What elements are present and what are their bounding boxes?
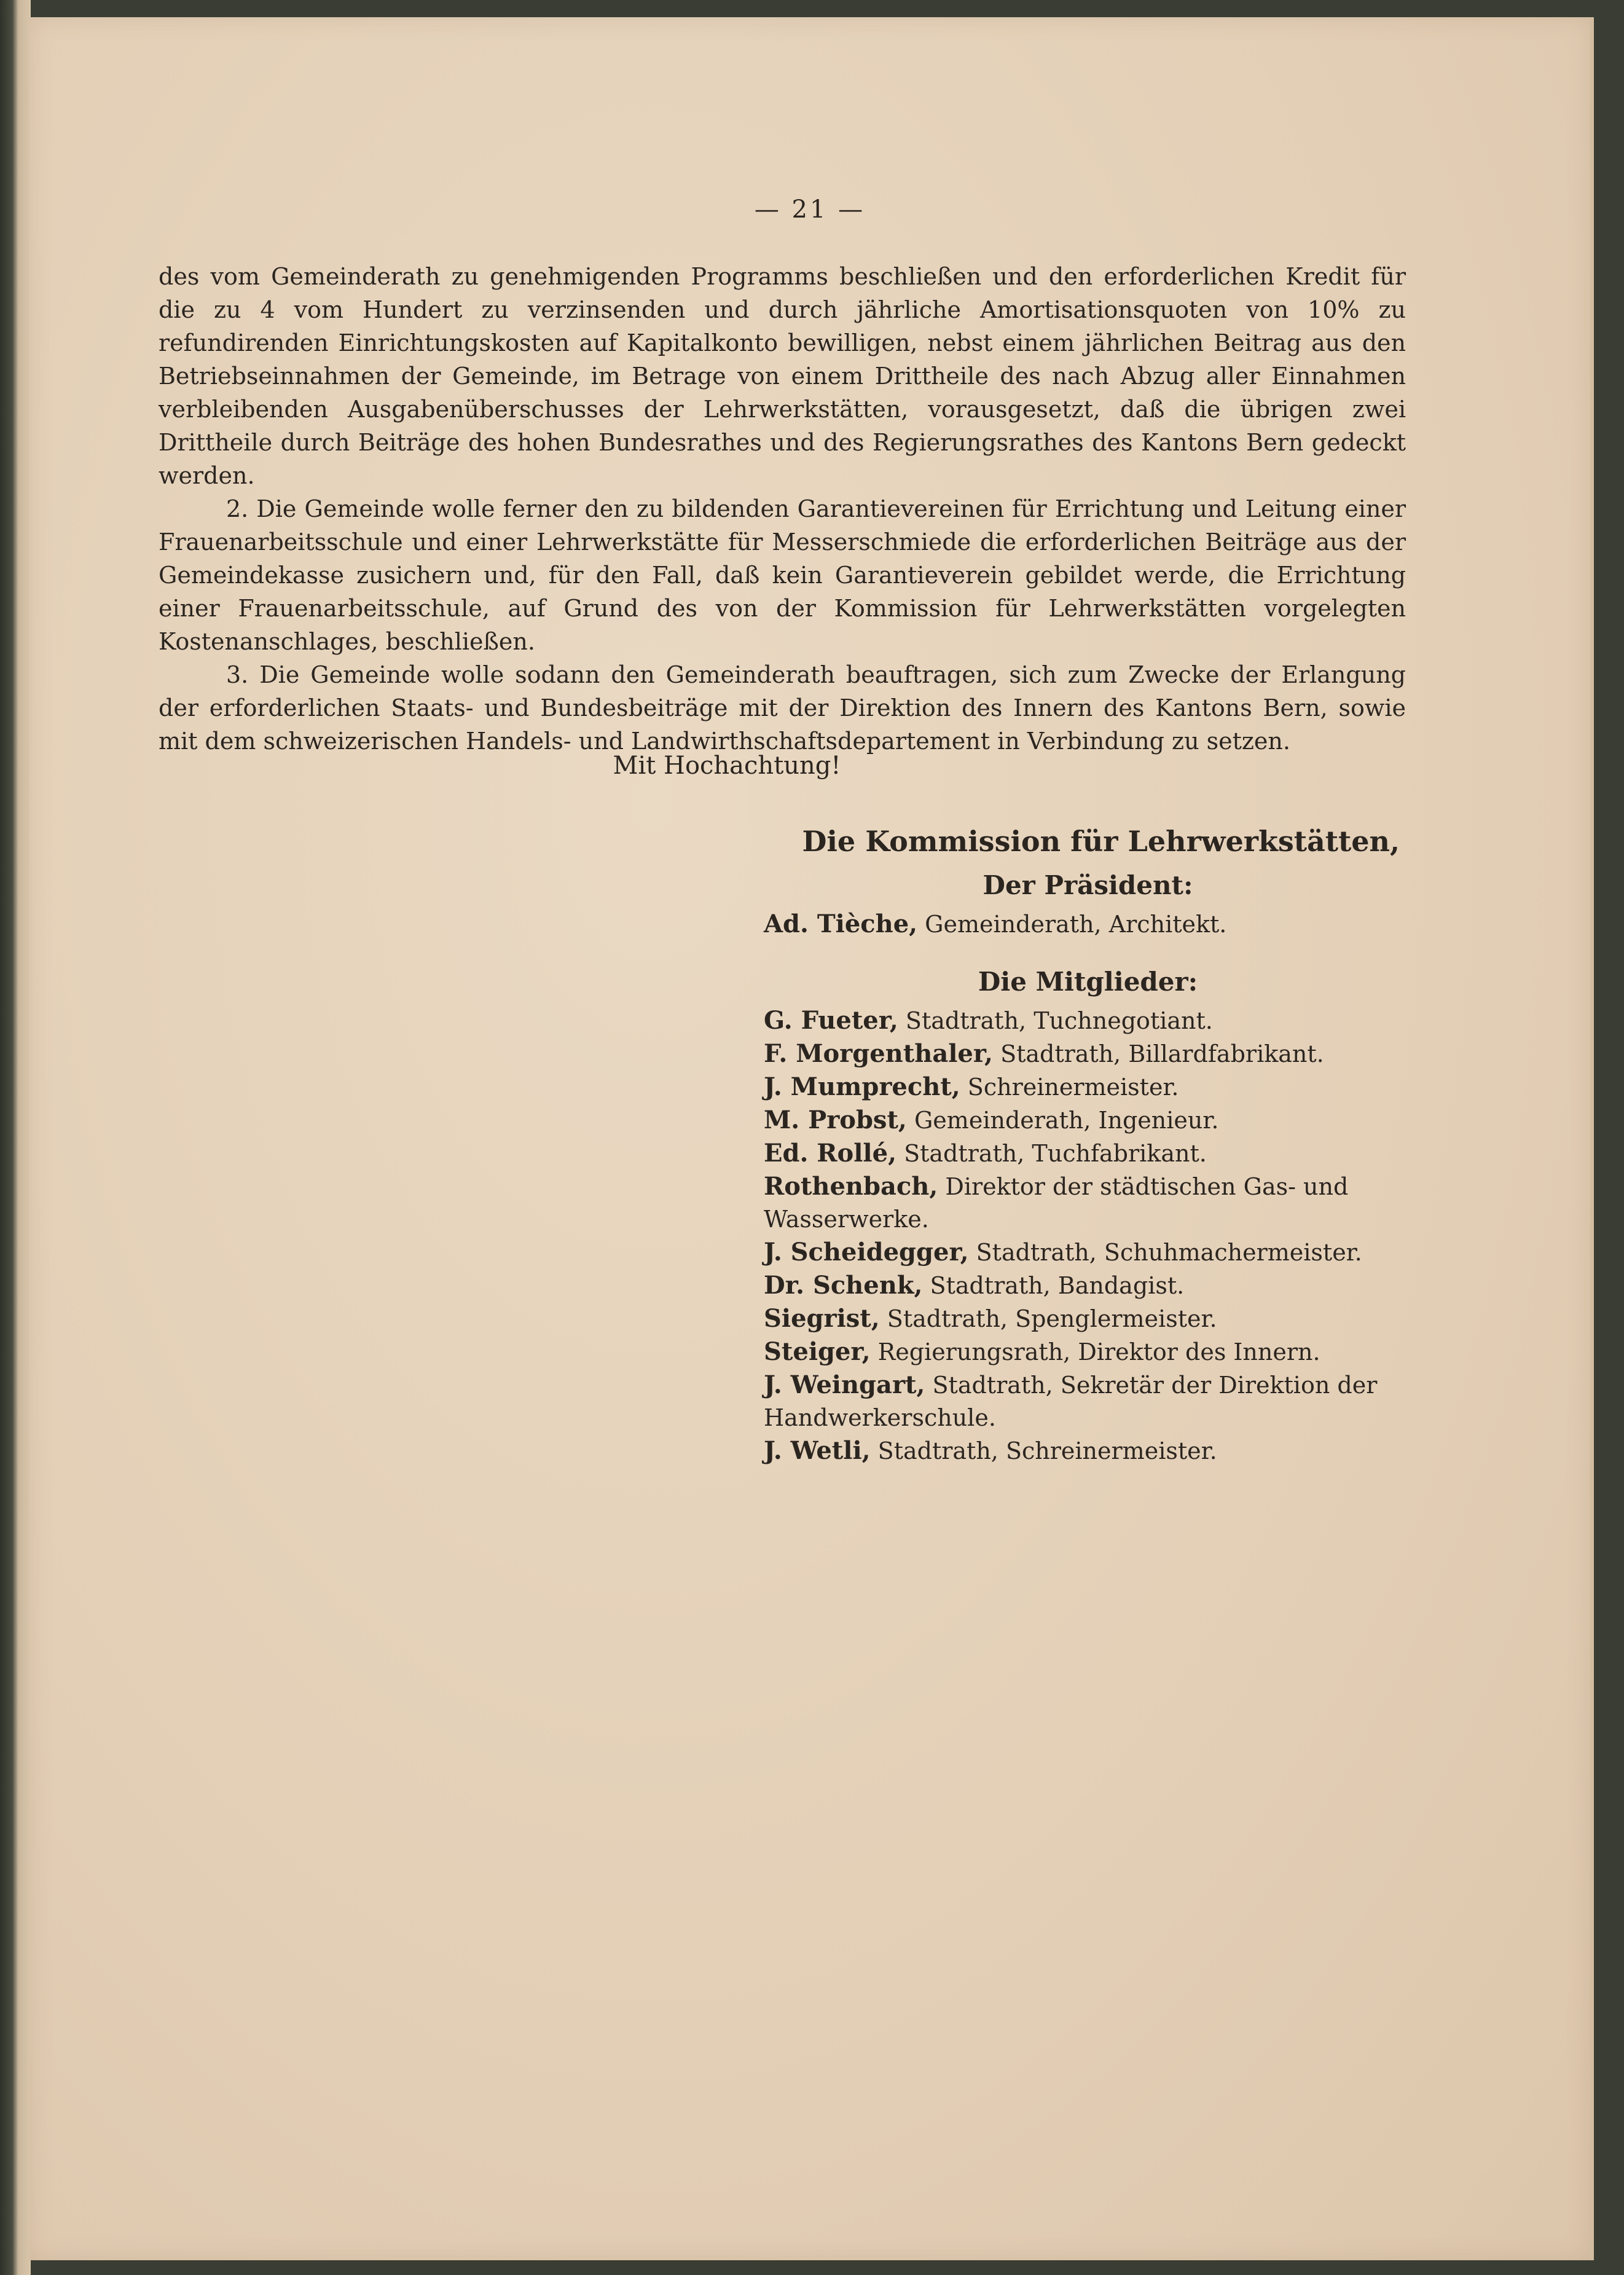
member-desc: Stadtrath, Schreinermeister. — [877, 1437, 1217, 1464]
body-text — [159, 260, 1406, 758]
member-entry — [764, 1236, 1412, 1269]
members-heading: Die Mitglieder: — [978, 967, 1198, 997]
member-name: Dr. Schenk, — [764, 1271, 923, 1300]
closing-salutation: Mit Hochachtung! — [613, 752, 841, 780]
paragraph-3: 3. Die Gemeinde wolle sodann den Gemeinderath beauftragen, sich zum Zwecke der Erlangung der erforderlichen Staats- und Bundesbeiträge mit der Direktion des Innern des Kantons Bern, sowie mit dem schweizerischen Handels- und Landwirthschaftsdepartement in Verbindung zu setzen. — [159, 661, 1406, 755]
president-desc: Gemeinderath, Architekt. — [925, 911, 1227, 938]
member-entry — [764, 1302, 1412, 1335]
signature-block — [764, 825, 1412, 1468]
member-name: J. Mumprecht, — [764, 1072, 960, 1101]
member-name: F. Morgenthaler, — [764, 1039, 993, 1068]
president-name: Ad. Tièche, — [764, 910, 918, 938]
member-name: J. Weingart, — [764, 1370, 925, 1399]
member-entry — [764, 1004, 1412, 1037]
member-entry — [764, 1434, 1412, 1468]
document-page — [29, 17, 1594, 2260]
member-name: Siegrist, — [764, 1304, 880, 1333]
member-desc: Stadtrath, Spenglermeister. — [887, 1305, 1217, 1332]
paragraph-2: 2. Die Gemeinde wolle ferner den zu bildenden Garantievereinen für Errichtung und Leitung einer Frauenarbeitsschule und einer Lehrwerkstätte für Messerschmiede die erforderlichen Beiträge aus der Gemeindekasse zusichern und, für den Fall, daß kein Garantieverein gebildet werde, die Errichtung einer Frauenarbeitsschule, auf Grund des von der Kommission für Lehrwerkstätten vorgelegten Kostenanschlages, beschließen. — [159, 495, 1406, 655]
president-heading: Der Präsident: — [983, 870, 1193, 900]
member-desc: Stadtrath, Tuchfabrikant. — [904, 1140, 1207, 1167]
member-entry — [764, 1170, 1412, 1236]
member-entry — [764, 1071, 1412, 1104]
member-desc: Stadtrath, Tuchnegotiant. — [905, 1007, 1213, 1034]
member-name: G. Fueter, — [764, 1006, 898, 1035]
commission-title: Die Kommission für Lehrwerkstätten, — [802, 825, 1400, 858]
president-entry — [764, 908, 1412, 941]
member-name: J. Wetli, — [764, 1436, 871, 1465]
page-number: — 21 — — [754, 195, 866, 224]
member-desc: Stadtrath, Sekretär der Direktion der Handwerkerschule. — [764, 1372, 1378, 1431]
member-entry — [764, 1104, 1412, 1137]
member-desc: Schreinermeister. — [967, 1074, 1179, 1101]
member-entry — [764, 1335, 1412, 1369]
member-name: Steiger, — [764, 1337, 871, 1366]
member-desc: Stadtrath, Schuhmachermeister. — [976, 1239, 1362, 1266]
member-name: J. Scheidegger, — [764, 1238, 969, 1267]
member-desc: Gemeinderath, Ingenieur. — [914, 1107, 1219, 1134]
member-desc: Stadtrath, Bandagist. — [930, 1272, 1185, 1299]
member-desc: Direktor der städtischen Gas- und Wasserwerke. — [764, 1173, 1349, 1233]
member-name: Ed. Rollé, — [764, 1139, 896, 1168]
member-desc: Stadtrath, Billardfabrikant. — [1000, 1040, 1324, 1067]
book-spine — [0, 0, 31, 2275]
paragraph-1: des vom Gemeinderath zu genehmigenden Programms beschließen und den erforderlichen Kredit für die zu 4 vom Hundert zu verzinsenden und durch jährliche Amortisationsquoten von 10% zu refundirenden Einrichtungskosten auf Kapitalkonto bewilligen, nebst einem jährlichen Beitrag aus den Betriebseinnahmen der Gemeinde, im Betrage von einem Drittheile des nach Abzug aller Einnahmen verbleibenden Ausgabenüberschusses der Lehrwerkstätten, vorausgesetzt, daß die übrigen zwei Drittheile durch Beiträge des hohen Bundesrathes und des Regierungsrathes des Kantons Bern gedeckt werden. — [159, 263, 1406, 489]
member-name: Rothenbach, — [764, 1172, 938, 1201]
member-desc: Regierungsrath, Direktor des Innern. — [877, 1338, 1320, 1365]
member-name: M. Probst, — [764, 1106, 907, 1134]
member-entry — [764, 1369, 1412, 1434]
member-entry — [764, 1037, 1412, 1071]
member-entry — [764, 1269, 1412, 1302]
member-entry — [764, 1137, 1412, 1170]
